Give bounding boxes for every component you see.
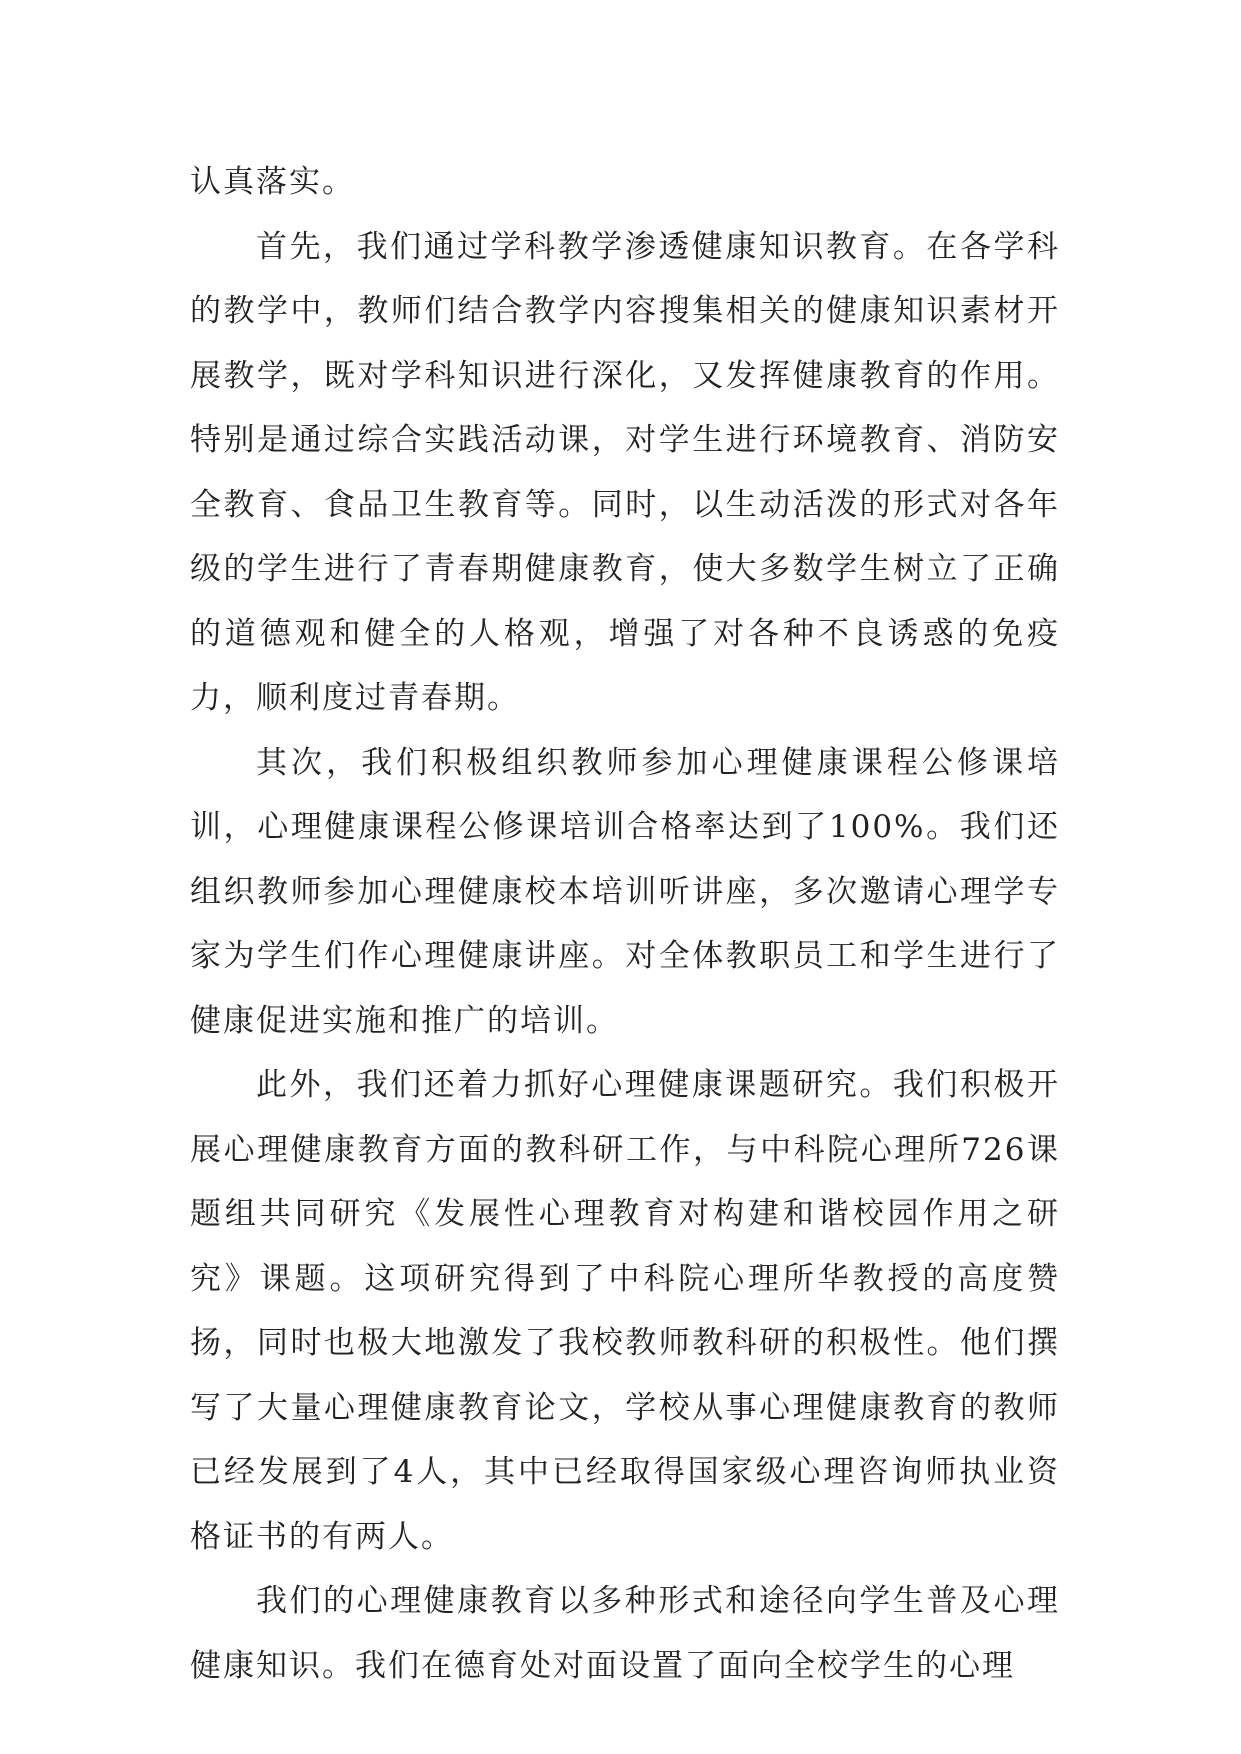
document-body <box>190 150 1060 1698</box>
paragraph-subject-teaching: 首先，我们通过学科教学渗透健康知识教育。在各学科的教学中，教师们结合教学内容搜集相关的健康知识素材开展教学，既对学科知识进行深化，又发挥健康教育的作用。特别是通过综合实践活动课，对学生进行环境教育、消防安全教育、食品卫生教育等。同时，以生动活泼的形式对各年级的学生进行了青春期健康教育，使大多数学生树立了正确的道德观和健全的人格观，增强了对各种不良诱惑的免疫力，顺利度过青春期。 <box>190 228 1060 716</box>
paragraph-teacher-training: 其次，我们积极组织教师参加心理健康课程公修课培训，心理健康课程公修课培训合格率达到了100%。我们还组织教师参加心理健康校本培训听讲座，多次邀请心理学专家为学生们作心理健康讲座。对全体教职员工和学生进行了健康促进实施和推广的培训。 <box>190 744 1060 1039</box>
paragraph-outreach: 我们的心理健康教育以多种形式和途径向学生普及心理健康知识。我们在德育处对面设置了面向全校学生的心理 <box>190 1583 1060 1684</box>
paragraph-research: 此外，我们还着力抓好心理健康课题研究。我们积极开展心理健康教育方面的教科研工作，与中科院心理所726课题组共同研究《发展性心理教育对构建和谐校园作用之研究》课题。这项研究得到了中科院心理所华教授的高度赞扬，同时也极大地激发了我校教师教科研的积极性。他们撰写了大量心理健康教育论文，学校从事心理健康教育的教师已经发展到了4人，其中已经取得国家级心理咨询师执业资格证书的有两人。 <box>190 1067 1060 1555</box>
paragraph-continuation: 认真落实。 <box>190 164 355 200</box>
